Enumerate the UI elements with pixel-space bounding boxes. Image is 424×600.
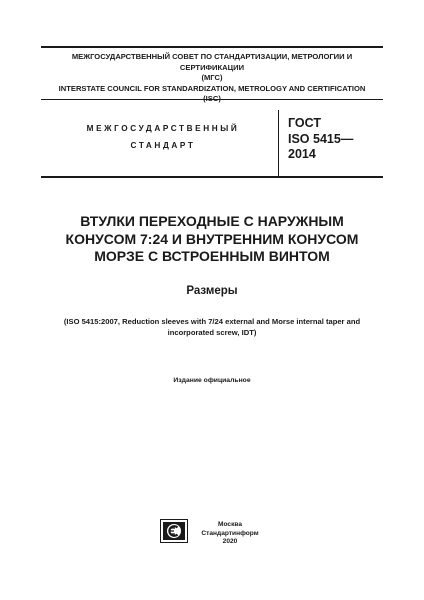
vertical-divider: [278, 110, 279, 176]
council-name-ru: МЕЖГОСУДАРСТВЕННЫЙ СОВЕТ ПО СТАНДАРТИЗАЦИИ, МЕТРОЛОГИИ И СЕРТИФИКАЦИИ: [71, 52, 353, 72]
gost-label: ГОСТ: [288, 116, 321, 130]
publication-year: 2020: [222, 538, 238, 545]
council-header: [41, 52, 383, 105]
gost-number-line1: ISO 5415—: [288, 131, 354, 146]
interstate-label-line2: СТАНДАРТ: [130, 141, 196, 150]
standartinform-logo-icon: [160, 519, 188, 543]
title-line1: ВТУЛКИ ПЕРЕХОДНЫЕ С НАРУЖНЫМ: [80, 213, 344, 229]
gost-designation: [288, 116, 398, 163]
gost-number-line2: 2014: [288, 147, 316, 161]
iso-reference-line1: (ISO 5415:2007, Reduction sleeves with 7/24 external and Morse internal taper and: [63, 317, 361, 326]
interstate-standard-label: [78, 120, 248, 154]
council-abbr-ru: (МГС): [201, 73, 223, 82]
edition-note: Издание официальное: [173, 377, 251, 384]
publisher-info: [190, 521, 270, 547]
publisher-city: Москва: [217, 521, 243, 528]
council-name-en: INTERSTATE COUNCIL FOR STANDARDIZATION, METROLOGY AND CERTIFICATION: [58, 83, 366, 93]
iso-reference-line2: incorporated screw, IDT): [167, 327, 257, 337]
publisher-name: Стандартинформ: [201, 529, 259, 537]
interstate-label-line1: МЕЖГОСУДАРСТВЕННЫЙ: [86, 124, 240, 133]
header-bottom-rule: [41, 99, 383, 100]
standard-block-bottom-rule: [41, 176, 383, 178]
document-subtitle: Размеры: [186, 285, 238, 297]
top-rule: [41, 46, 383, 48]
document-title: [41, 213, 383, 266]
title-line2: КОНУСОМ 7:24 И ВНУТРЕННИМ КОНУСОМ: [65, 230, 359, 247]
title-line3: МОРЗЕ С ВСТРОЕННЫМ ВИНТОМ: [94, 248, 330, 264]
iso-reference: [41, 317, 383, 338]
